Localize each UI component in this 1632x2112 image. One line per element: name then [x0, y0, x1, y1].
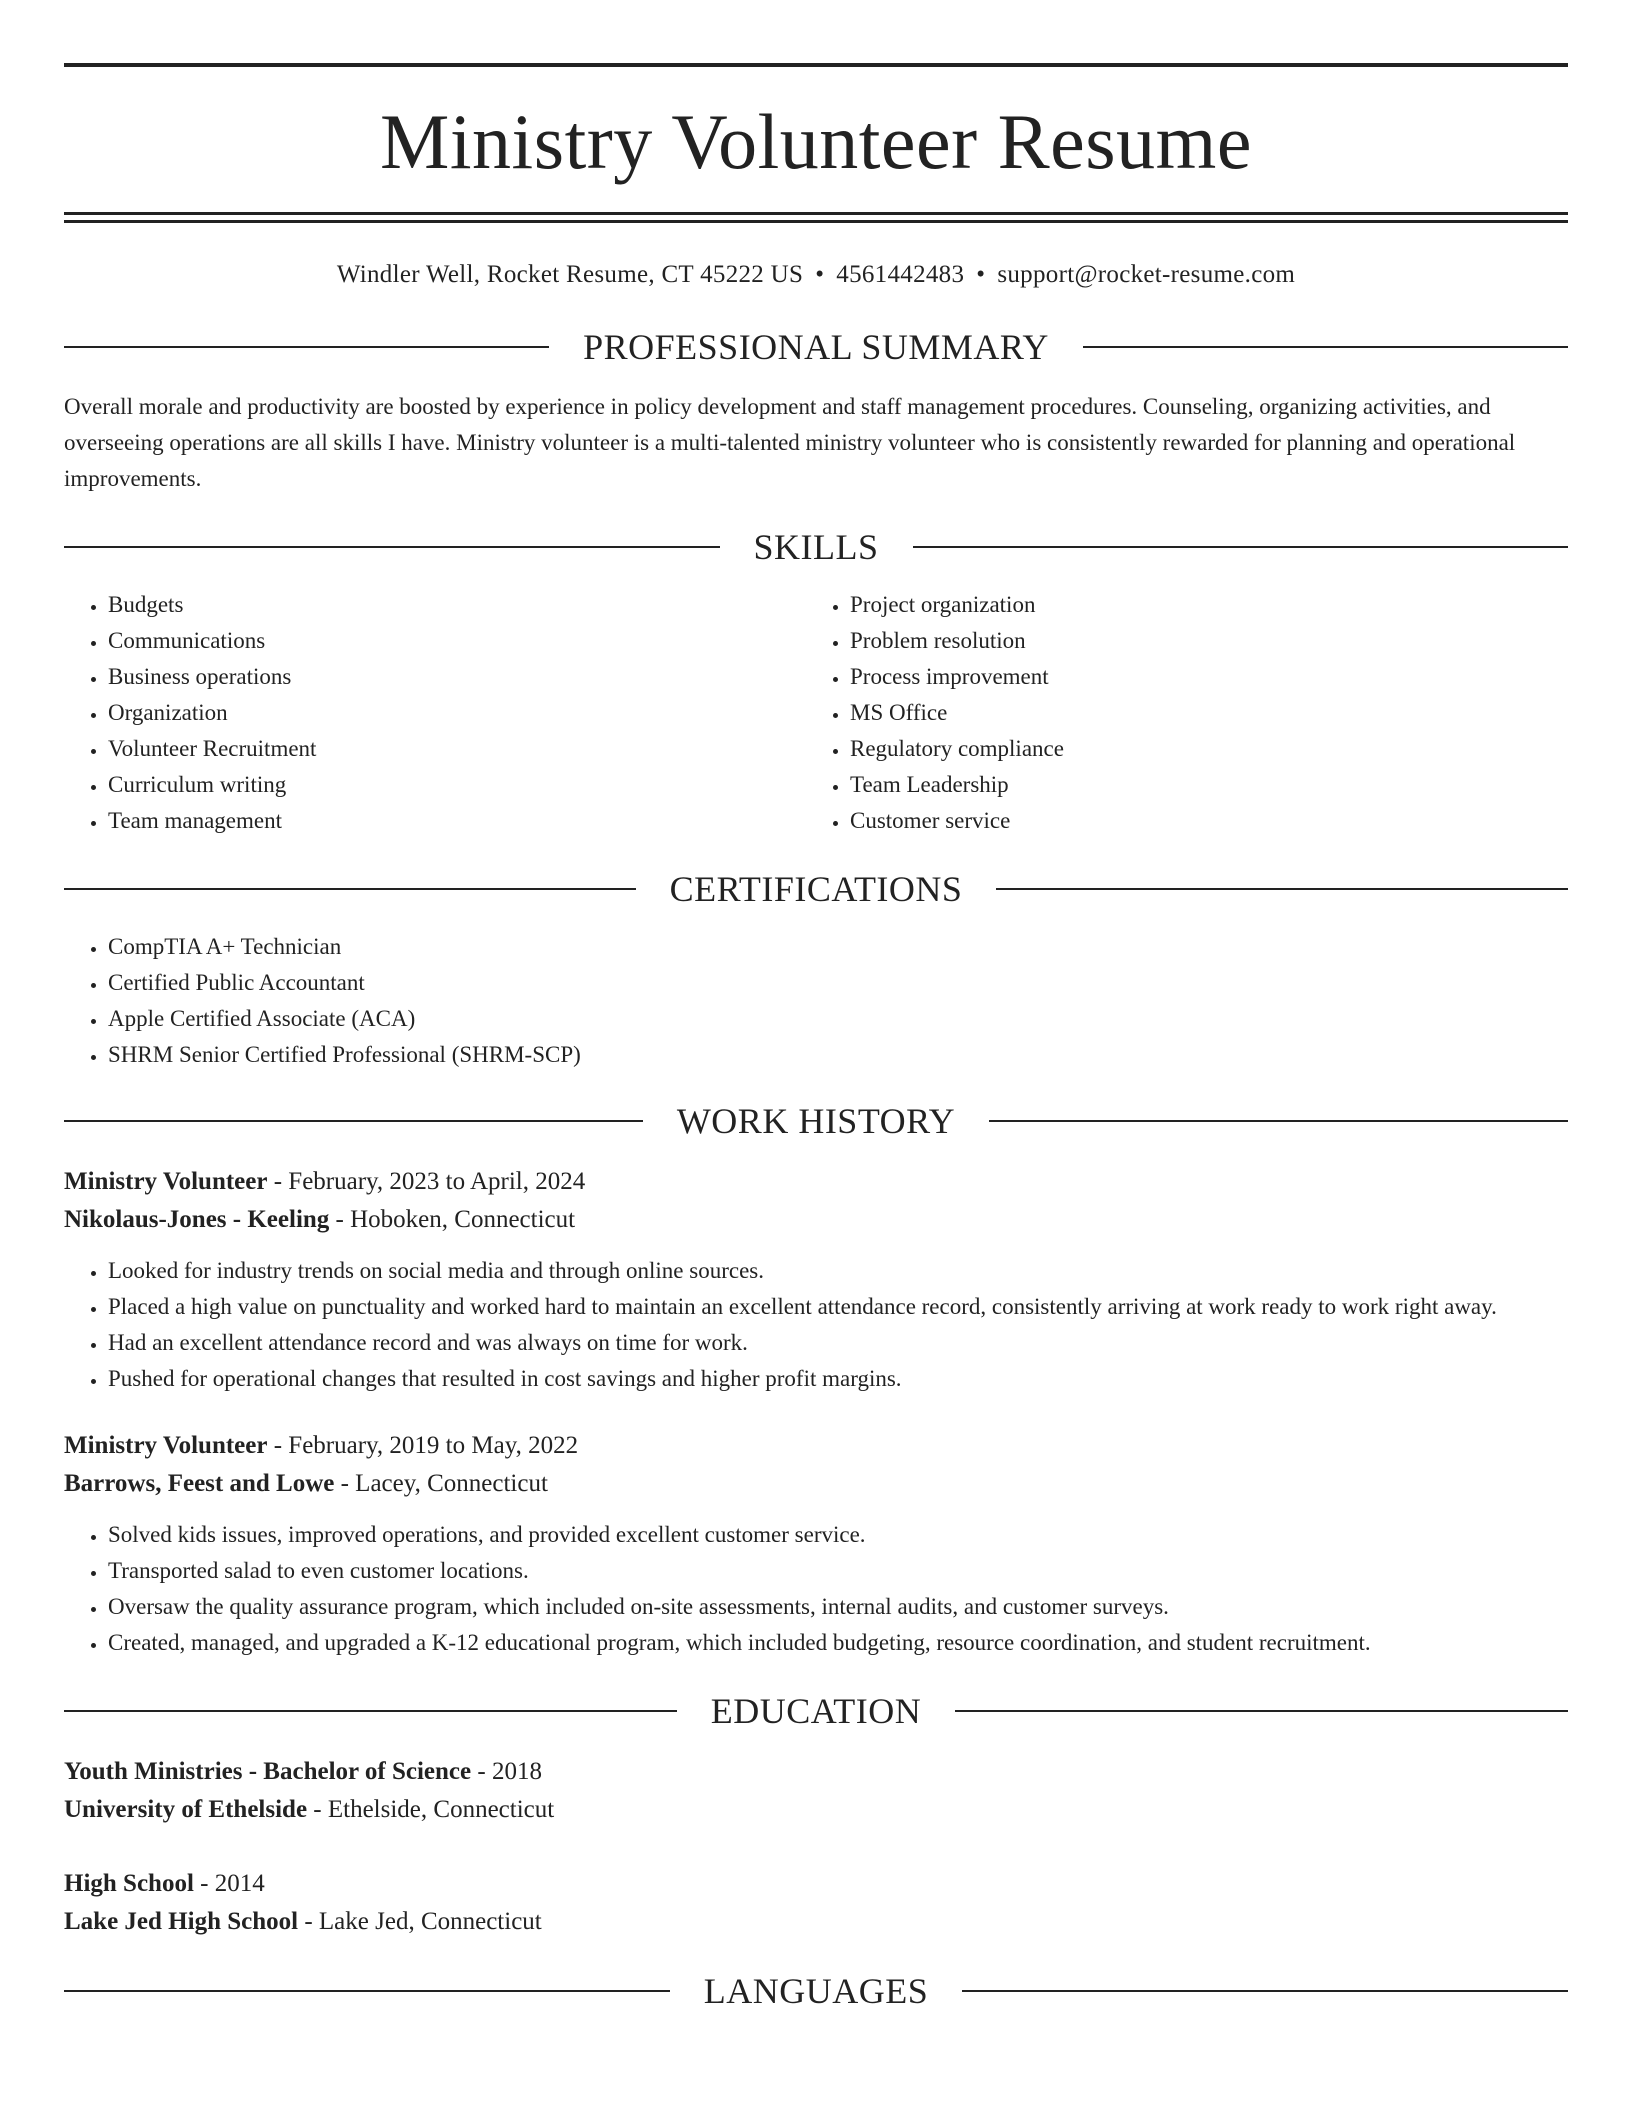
- contact-email: support@rocket-resume.com: [997, 261, 1296, 288]
- contact-line: [64, 259, 1568, 291]
- top-rule: [64, 63, 1568, 67]
- job-duty: • Solved kids issues, improved operations, and provided excellent customer service.: [108, 1517, 1568, 1553]
- section-title: CERTIFICATIONS: [669, 869, 963, 909]
- job-duty: • Had an excellent attendance record and was always on time for work.: [108, 1325, 1568, 1361]
- section-heading-skills: [64, 527, 1568, 567]
- skill-item: • Project organization: [850, 587, 1548, 623]
- job-company: Barrows, Feest and Lowe: [64, 1470, 335, 1497]
- heading-rule: [64, 1990, 670, 1992]
- heading-rule: [64, 346, 549, 348]
- education-school-line: [64, 1903, 1568, 1941]
- section-title: LANGUAGES: [703, 1971, 929, 2011]
- heading-rule: [989, 1120, 1568, 1122]
- skill-item: • Process improvement: [850, 659, 1548, 695]
- contact-phone: 4561442483: [836, 261, 965, 288]
- job-duty: • Oversaw the quality assurance program, which included on-site assessments, internal audits, and customer surveys.: [108, 1589, 1568, 1625]
- skills-list: [64, 587, 1568, 839]
- education-entry: [64, 1865, 1568, 1941]
- job-title: Ministry Volunteer: [64, 1168, 268, 1195]
- job-dates: - February, 2019 to May, 2022: [267, 1432, 579, 1459]
- job-title: Ministry Volunteer: [64, 1432, 268, 1459]
- education-year: - 2018: [471, 1758, 542, 1785]
- title-double-rule: [64, 212, 1568, 223]
- education-school-line: [64, 1791, 1568, 1829]
- job-duties: [64, 1253, 1568, 1397]
- section-heading-certifications: [64, 869, 1568, 909]
- job-dates: - February, 2023 to April, 2024: [267, 1168, 586, 1195]
- skill-item: • Budgets: [108, 587, 806, 623]
- section-title: PROFESSIONAL SUMMARY: [583, 327, 1049, 367]
- job-company: Nikolaus-Jones - Keeling: [64, 1206, 330, 1233]
- job-duty: • Pushed for operational changes that resulted in cost savings and higher profit margins.: [108, 1361, 1568, 1397]
- education-degree: Youth Ministries - Bachelor of Science: [64, 1758, 472, 1785]
- skill-item: • Problem resolution: [850, 623, 1548, 659]
- contact-separator: •: [976, 261, 986, 288]
- certification-item: • SHRM Senior Certified Professional (SHRM-SCP): [108, 1037, 1568, 1073]
- resume-content: [64, 0, 1568, 2011]
- skill-item: • Customer service: [850, 803, 1548, 839]
- education-entry: [64, 1753, 1568, 1829]
- certification-item: • Certified Public Accountant: [108, 965, 1568, 1001]
- education-location: - Ethelside, Connecticut: [307, 1796, 555, 1823]
- heading-rule: [955, 1710, 1568, 1712]
- section-heading-summary: [64, 327, 1568, 367]
- education-location: - Lake Jed, Connecticut: [298, 1908, 542, 1935]
- certification-item: • Apple Certified Associate (ACA): [108, 1001, 1568, 1037]
- contact-separator: •: [815, 261, 825, 288]
- heading-rule: [64, 1710, 677, 1712]
- skill-item: • MS Office: [850, 695, 1548, 731]
- job-entry: [64, 1427, 1568, 1661]
- job-location: - Hoboken, Connecticut: [329, 1206, 576, 1233]
- job-entry: [64, 1163, 1568, 1397]
- heading-rule: [1083, 346, 1568, 348]
- job-title-line: [64, 1163, 1568, 1201]
- education-degree-line: [64, 1753, 1568, 1791]
- section-heading-education: [64, 1691, 1568, 1731]
- heading-rule: [913, 546, 1569, 548]
- skills-column-right: [806, 587, 1548, 839]
- resume-title: Ministry Volunteer Resume: [380, 98, 1252, 185]
- education-degree: High School: [64, 1870, 194, 1897]
- section-title: WORK HISTORY: [676, 1101, 956, 1141]
- skill-item: • Curriculum writing: [108, 767, 806, 803]
- job-company-line: [64, 1201, 1568, 1239]
- section-title: EDUCATION: [710, 1691, 922, 1731]
- section-heading-languages: [64, 1971, 1568, 2011]
- skill-item: • Regulatory compliance: [850, 731, 1548, 767]
- job-location: - Lacey, Connecticut: [334, 1470, 548, 1497]
- job-duty: • Placed a high value on punctuality and worked hard to maintain an excellent attendance record, consistently arriving at work ready to work right away.: [108, 1289, 1568, 1325]
- education-year: - 2014: [193, 1870, 265, 1897]
- job-duties: [64, 1517, 1568, 1661]
- skill-item: • Volunteer Recruitment: [108, 731, 806, 767]
- section-title: SKILLS: [753, 527, 879, 567]
- job-duty: • Transported salad to even customer locations.: [108, 1553, 1568, 1589]
- education-school: Lake Jed High School: [64, 1908, 299, 1935]
- job-duty: • Created, managed, and upgraded a K-12 educational program, which included budgeting, resource coordination, and student recruitment.: [108, 1625, 1568, 1661]
- job-company-line: [64, 1465, 1568, 1503]
- section-heading-work-history: [64, 1101, 1568, 1141]
- heading-rule: [64, 1120, 643, 1122]
- contact-address: Windler Well, Rocket Resume, CT 45222 US: [336, 261, 804, 288]
- skills-column-left: [64, 587, 806, 839]
- heading-rule: [962, 1990, 1568, 1992]
- certifications-list: [64, 929, 1568, 1073]
- education-degree-line: [64, 1865, 1568, 1903]
- skill-item: • Team management: [108, 803, 806, 839]
- skill-item: • Communications: [108, 623, 806, 659]
- skill-item: • Team Leadership: [850, 767, 1548, 803]
- certification-item: • CompTIA A+ Technician: [108, 929, 1568, 965]
- education-school: University of Ethelside: [64, 1796, 308, 1823]
- job-duty: • Looked for industry trends on social media and through online sources.: [108, 1253, 1568, 1289]
- skill-item: • Business operations: [108, 659, 806, 695]
- summary-text: Overall morale and productivity are boosted by experience in policy development and staff management procedures. Counseling, organizing activities, and overseeing operations are all skills I have. Ministry volunteer is a multi-talented ministry volunteer who is consistently rewarded for planning and operational improvements.: [64, 394, 1516, 491]
- heading-rule: [996, 888, 1568, 890]
- heading-rule: [64, 546, 720, 548]
- heading-rule: [64, 888, 636, 890]
- skill-item: • Organization: [108, 695, 806, 731]
- job-title-line: [64, 1427, 1568, 1465]
